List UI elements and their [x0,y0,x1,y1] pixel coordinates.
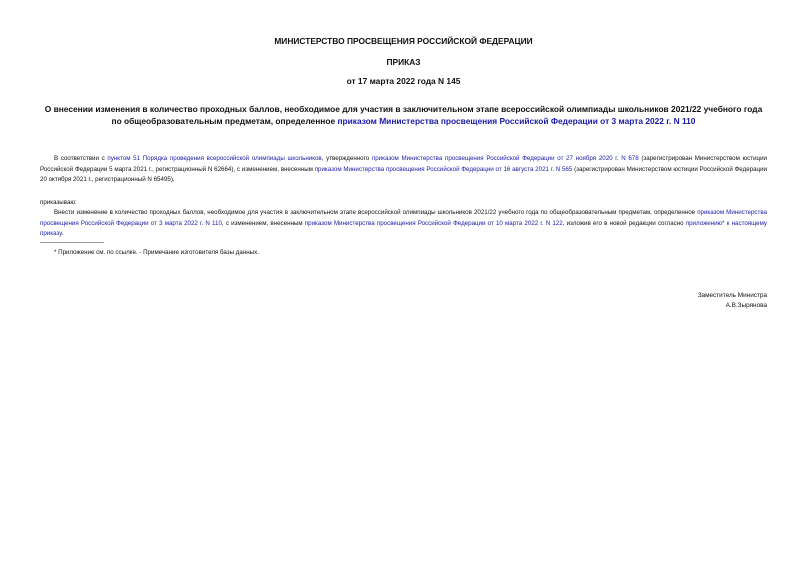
para3-link-1[interactable]: приказом Министерства просвещения Российской Федерации от 3 марта 2022 г. N 110 [40,209,767,227]
paragraph-basis [40,154,767,186]
title-link[interactable]: приказом Министерства просвещения Российской Федерации от 3 марта 2022 г. N 110 [337,116,696,126]
title-text: О внесении изменения в количество проходных баллов, необходимое для участия в заключительном этапе всероссийской олимпиады школьников 2021/22 учебного года по общеобразовательным предметам, определенное [44,104,763,126]
signature-position: Заместитель Министра [697,292,767,299]
paragraph-order-word: приказываю: [40,199,77,206]
para3-link-3[interactable]: приложению* к настоящему приказу [40,219,768,237]
para3-text-2: , с изменением, внесенным [221,219,305,227]
paragraph-decision [40,208,767,240]
ministry-heading: МИНИСТЕРСТВО ПРОСВЕЩЕНИЯ РОССИЙСКОЙ ФЕДЕРАЦИИ [274,36,533,46]
signature-name: А.В.Зырянова [725,302,767,309]
footnote: * Приложение см. по ссылке. - Примечание изготовителя базы данных. [54,249,259,256]
para1-link-1[interactable]: пунктом 51 Порядка проведения всероссийской олимпиады школьников [107,155,322,162]
para1-text-2: , утвержденного [321,155,372,162]
para1-text-4: (зарегистрирован Министерством юстиции Российской Федерации 20 октября 2021 г., регистрационный N 65495), [40,165,767,183]
para1-link-2[interactable]: приказом Министерства просвещения Российской Федерации от 27 ноября 2020 г. N 678 [371,155,639,162]
para1-link-3[interactable]: приказом Министерства просвещения Российской Федерации от 16 августа 2021 г. N 565 [314,165,573,173]
order-date: от 17 марта 2022 года N 145 [346,76,461,86]
para1-text-1: В соответствии с [54,155,108,162]
para3-text-1: Внести изменение в количество проходных баллов, необходимое для участия в заключительном этапе всероссийской олимпиады школьников 2021/22 учебного года по общеобразовательным предметам, определенное [54,209,698,216]
document-title [40,103,767,127]
order-heading: ПРИКАЗ [386,57,421,67]
footnote-divider [40,242,104,243]
para3-link-2[interactable]: приказом Министерства просвещения Российской Федерации от 10 марта 2022 г. N 122 [304,219,563,227]
para3-text-3: , изложив его в новой редакции согласно [562,219,686,227]
para3-text-4: . [61,230,64,237]
para1-text-3: (зарегистрирован Министерством юстиции Российской Федерации 5 марта 2021 г., регистрационный N 62664), с изменением, внесенным [40,155,768,173]
